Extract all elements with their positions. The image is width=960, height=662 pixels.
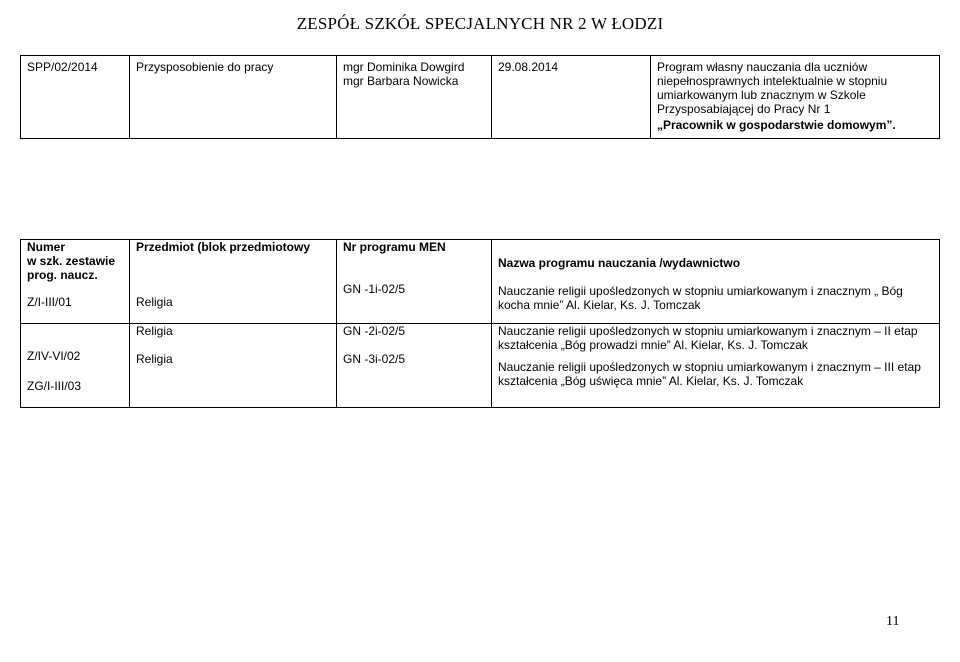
subject-name: Religia bbox=[136, 295, 173, 309]
subject-cell bbox=[130, 240, 337, 324]
description-line: Program własny nauczania dla uczniów bbox=[657, 60, 868, 74]
men-number: GN -3i-02/5 bbox=[343, 352, 406, 366]
subject-name: Religia bbox=[136, 324, 173, 338]
program-name-line: kształcenia „Bóg prowadzi mnie” Al. Kielar, Ks. J. Tomczak bbox=[498, 338, 808, 352]
description-line: niepełnosprawnych intelektualnie w stopniu bbox=[657, 74, 888, 88]
column-header-numer: w szk. zestawie bbox=[27, 254, 116, 268]
table-row bbox=[21, 56, 940, 139]
column-header-numer: Numer bbox=[27, 240, 66, 254]
subject-cell bbox=[130, 324, 337, 408]
numer-cell bbox=[21, 240, 130, 324]
numer-cell bbox=[21, 324, 130, 408]
program-description bbox=[651, 56, 940, 139]
program-code: SPP/02/2014 bbox=[21, 56, 130, 139]
program-name-cell bbox=[492, 240, 940, 324]
author-line: mgr Barbara Nowicka bbox=[343, 74, 459, 88]
program-number: ZG/I-III/03 bbox=[27, 379, 82, 393]
page-number: 11 bbox=[886, 614, 900, 629]
description-title: „Pracownik w gospodarstwie domowym”. bbox=[657, 118, 896, 132]
table-row bbox=[21, 240, 940, 324]
column-header-nazwa: Nazwa programu nauczania /wydawnictwo bbox=[498, 256, 741, 270]
subject-name: Religia bbox=[136, 352, 173, 366]
program-name-line: Nauczanie religii upośledzonych w stopniu umiarkowanym i znacznym „ Bóg bbox=[498, 284, 903, 298]
program-table-top bbox=[20, 55, 940, 139]
author-line: mgr Dominika Dowgird bbox=[343, 60, 465, 74]
column-header-numer: prog. naucz. bbox=[27, 268, 98, 282]
men-number: GN -2i-02/5 bbox=[343, 324, 406, 338]
men-number-cell bbox=[337, 324, 492, 408]
description-line: Przysposabiającej do Pracy Nr 1 bbox=[657, 102, 831, 116]
program-name-line: Nauczanie religii upośledzonych w stopniu umiarkowanym i znacznym – III etap bbox=[498, 360, 921, 374]
program-name-line: Nauczanie religii upośledzonych w stopniu umiarkowanym i znacznym – II etap bbox=[498, 324, 918, 338]
school-header: ZESPÓŁ SZKÓŁ SPECJALNYCH NR 2 W ŁODZI bbox=[296, 14, 664, 33]
men-number: GN -1i-02/5 bbox=[343, 282, 406, 296]
program-subject: Przysposobienie do pracy bbox=[130, 56, 337, 139]
program-authors bbox=[337, 56, 492, 139]
program-number: Z/IV-VI/02 bbox=[27, 349, 81, 363]
program-name-line: kształcenia „Bóg uświęca mnie” Al. Kielar, Ks. J. Tomczak bbox=[498, 374, 804, 388]
column-header-przedmiot: Przedmiot (blok przedmiotowy bbox=[136, 240, 311, 254]
column-header-nr-programu: Nr programu MEN bbox=[343, 240, 446, 254]
program-name-cell bbox=[492, 324, 940, 408]
men-number-cell bbox=[337, 240, 492, 324]
program-name-line: kocha mnie” Al. Kielar, Ks. J. Tomczak bbox=[498, 298, 701, 312]
description-line: umiarkowanym lub znacznym w Szkole bbox=[657, 88, 866, 102]
table-row bbox=[21, 324, 940, 408]
program-number: Z/I-III/01 bbox=[27, 295, 72, 309]
religion-programs-table bbox=[20, 239, 940, 408]
program-date: 29.08.2014 bbox=[492, 56, 651, 139]
